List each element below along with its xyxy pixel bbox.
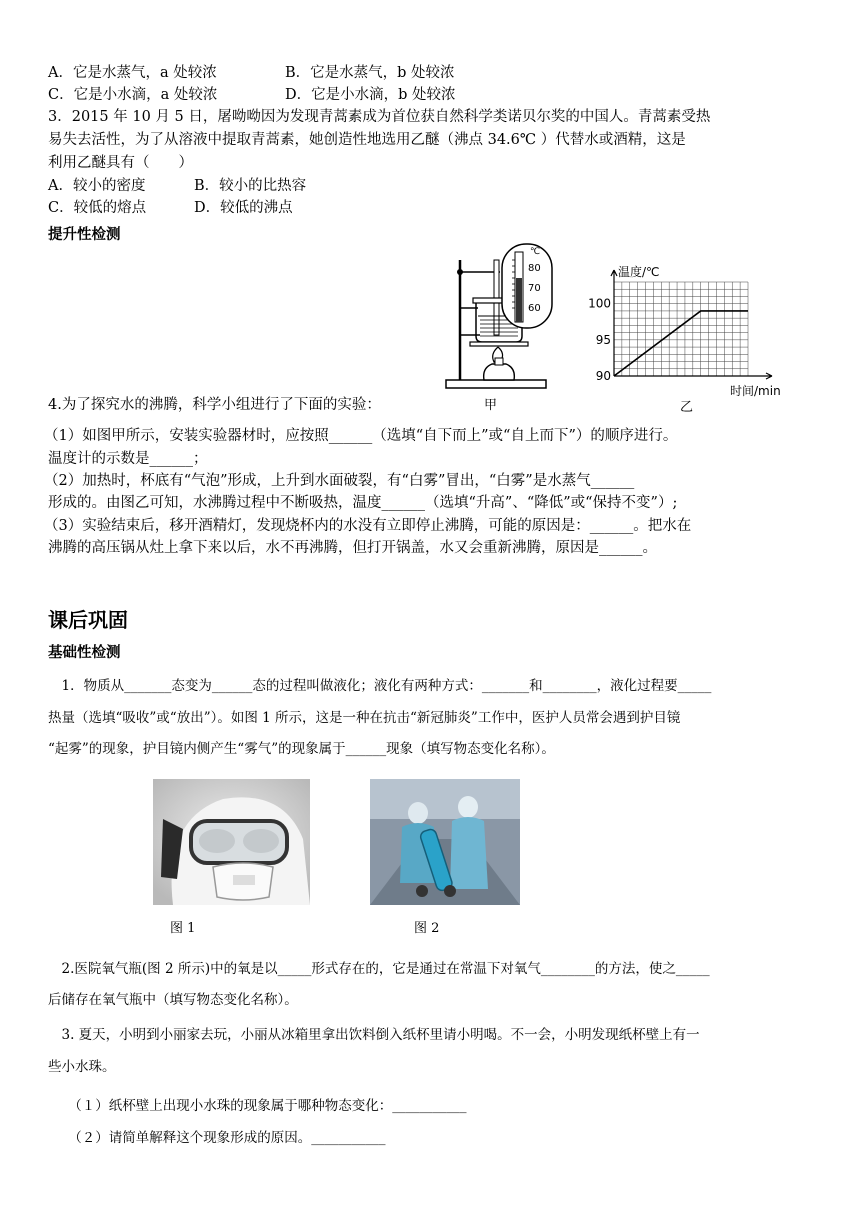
q3-line-3: 利用乙醚具有（ ） bbox=[48, 155, 193, 171]
chart-xlabel: 时间/min bbox=[730, 384, 781, 398]
q3-option-a: A．较小的密度 bbox=[48, 178, 146, 194]
chart-ylabel: 温度/℃ bbox=[618, 265, 660, 279]
b3-line-2: 些小水珠。 bbox=[48, 1059, 116, 1075]
y-axis bbox=[611, 270, 617, 376]
q2-option-b: B．它是水蒸气，b 处较浓 bbox=[285, 65, 455, 81]
photo-goggles bbox=[153, 779, 310, 905]
q4-intro: 4.为了探究水的沸腾，科学小组进行了下面的实验： bbox=[48, 397, 381, 413]
b2-line-1: 2.医院氧气瓶(图 2 所示)中的氧是以_____形式存在的，它是通过在常温下对氧气________的方法，使之_____ bbox=[48, 961, 710, 977]
series-line bbox=[614, 311, 748, 376]
q4-part2-line1: （2）加热时，杯底有“气泡”形成，上升到水面破裂，有“白雾”冒出，“白雾”是水蒸气______ bbox=[44, 473, 635, 489]
q2-option-a: A．它是水蒸气，a 处较浓 bbox=[48, 65, 217, 81]
q3-line-1: 3．2015 年 10 月 5 日，屠呦呦因为发现青蒿素成为首位获自然科学类诺贝尔奖的中国人。青蒿素受热 bbox=[48, 109, 711, 125]
figure-label-jia: 甲 bbox=[484, 398, 498, 413]
q3-option-c: C．较低的熔点 bbox=[48, 200, 147, 216]
q3-option-d: D．较低的沸点 bbox=[194, 200, 293, 216]
photo-oxygen-cylinder bbox=[370, 779, 520, 905]
figure-1-caption: 图 1 bbox=[170, 921, 196, 936]
temperature-chart bbox=[588, 262, 798, 412]
thermometer-label-70: 70 bbox=[528, 283, 541, 294]
section-basic-heading: 基础性检测 bbox=[48, 645, 121, 661]
figure-2-caption: 图 2 bbox=[414, 921, 440, 936]
b1-line-2: 热量（选填“吸收”或“放出”）。如图 1 所示，这是一种在抗击“新冠肺炎”工作中，医护人员常会遇到护目镜 bbox=[48, 710, 681, 726]
q3-line-2: 易失去活性，为了从溶液中提取青蒿素，她创造性地选用乙醚（沸点 34.6℃ ）代替水或酒精，这是 bbox=[48, 132, 686, 148]
b3-line-3: （１）纸杯壁上出现小水珠的现象属于哪种物态变化：___________ bbox=[48, 1098, 467, 1114]
b1-line-1: 1．物质从_______态变为______态的过程叫做液化；液化有两种方式：_______和________，液化过程要_____ bbox=[48, 678, 712, 694]
thermometer-label-60: 60 bbox=[528, 303, 541, 314]
y-tick-label: 100 bbox=[588, 296, 611, 311]
q4-part2-line2: 形成的。由图乙可知，水沸腾过程中不断吸热，温度______（选填“升高”、“降低”或“保持不变”）; bbox=[48, 495, 678, 511]
b3-line-4: （２）请简单解释这个现象形成的原因。___________ bbox=[48, 1130, 386, 1146]
q2-option-d: D．它是小水滴，b 处较浓 bbox=[285, 87, 456, 103]
thermometer-label-80: 80 bbox=[528, 263, 541, 274]
b1-line-3: “起雾”的现象，护目镜内侧产生“雾气”的现象属于______现象（填写物态变化名称）。 bbox=[48, 741, 555, 757]
q3-option-b: B．较小的比热容 bbox=[194, 178, 307, 194]
q4-part1-line1: （1）如图甲所示，安装实验器材时，应按照______（选填“自下而上”或“自上而下”）的顺序进行。 bbox=[44, 428, 678, 444]
q2-option-c: C．它是小水滴，a 处较浓 bbox=[48, 87, 218, 103]
figure-label-yi: 乙 bbox=[680, 400, 694, 415]
b3-line-1: 3. 夏天，小明到小丽家去玩，小丽从冰箱里拿出饮料倒入纸杯里请小明喝。不一会，小明发现纸杯壁上有一 bbox=[48, 1027, 700, 1043]
q4-part3-line2: 沸腾的高压锅从灶上拿下来以后，水不再沸腾，但打开锅盖，水又会重新沸腾，原因是______。 bbox=[48, 540, 657, 556]
figure-apparatus bbox=[440, 240, 570, 415]
thermometer-unit: ℃ bbox=[530, 247, 541, 257]
q4-part3-line1: （3）实验结束后，移开酒精灯，发现烧杯内的水没有立即停止沸腾，可能的原因是：______。把水在 bbox=[44, 518, 692, 534]
section-after-heading: 课后巩固 bbox=[48, 608, 128, 632]
q4-part1-line2: 温度计的示数是______； bbox=[48, 451, 208, 467]
section-improve-heading: 提升性检测 bbox=[48, 227, 121, 243]
b2-line-2: 后储存在氧气瓶中（填写物态变化名称）。 bbox=[48, 992, 298, 1008]
y-tick-label: 95 bbox=[595, 332, 611, 347]
y-tick-label: 90 bbox=[595, 369, 611, 383]
